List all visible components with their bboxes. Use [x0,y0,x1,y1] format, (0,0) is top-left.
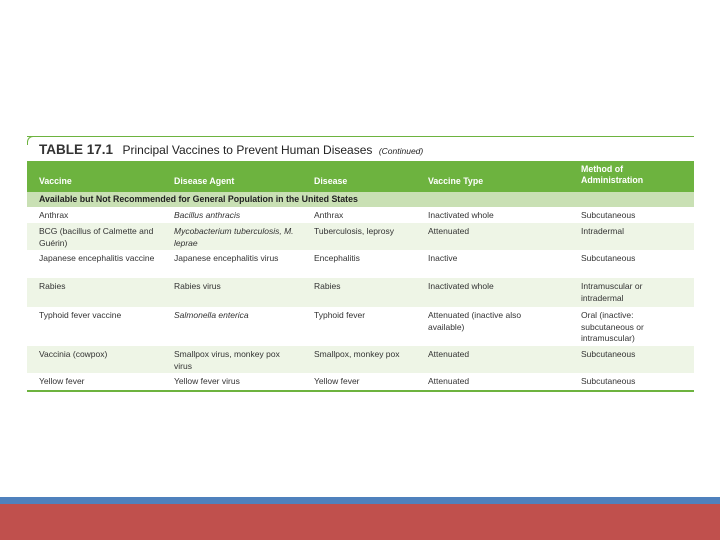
cell-vaccine: Typhoid fever vaccine [39,310,122,320]
section-label: Available but Not Recommended for General Population in the United States [39,194,358,204]
cell-vaccine: Anthrax [39,210,69,220]
cell-method: Intramuscular or intradermal [581,281,643,303]
table-row [27,250,694,278]
table-header [27,161,694,192]
header-method-line1: Method of [581,164,624,174]
cell-disease: Rabies [314,281,341,291]
table-corner [27,136,36,145]
table-row [27,307,694,346]
cell-disease: Tuberculosis, leprosy [314,226,394,236]
table-number: TABLE 17.1 [39,142,114,157]
header-vaccine: Vaccine [39,176,72,186]
bottom-rule [27,390,694,392]
cell-disease: Anthrax [314,210,344,220]
cell-disease: Encephalitis [314,253,360,263]
cell-vaccine: Vaccinia (cowpox) [39,349,108,359]
cell-agent: Yellow fever virus [174,376,240,386]
header-method-line2: Administration [581,175,644,185]
table-row [27,223,694,250]
table-title [39,141,423,161]
cell-type: Attenuated (inactive also available) [428,310,522,332]
cell-vaccine: Rabies [39,281,66,291]
top-rule [27,136,694,137]
header-disease: Disease [314,176,348,186]
cell-type: Inactivated whole [428,281,494,291]
cell-type: Attenuated [428,376,470,386]
cell-agent: Smallpox virus, monkey pox virus [174,349,280,371]
header-method [581,164,643,186]
cell-agent: Rabies virus [174,281,221,291]
cell-type: Inactive [428,253,458,263]
cell-agent: Bacillus anthracis [174,210,241,220]
cell-vaccine: Yellow fever [39,376,85,386]
cell-agent: Salmonella enterica [174,310,249,320]
table-row [27,346,694,373]
cell-type: Inactivated whole [428,210,494,220]
header-vaccine-type: Vaccine Type [428,176,484,186]
footer-band-blue [0,497,720,504]
footer-band-red [0,504,720,540]
cell-method: Subcutaneous [581,210,636,220]
cell-disease: Yellow fever [314,376,360,386]
table-row [27,278,694,307]
cell-method: Subcutaneous [581,253,636,263]
cell-vaccine: Japanese encephalitis vaccine [39,253,155,263]
cell-disease: Smallpox, monkey pox [314,349,400,359]
cell-vaccine: BCG (bacillus of Calmette and Guérin) [39,226,154,248]
section-row [27,192,694,207]
cell-method: Subcutaneous [581,349,636,359]
cell-type: Attenuated [428,349,470,359]
table-row [27,373,694,390]
cell-agent: Japanese encephalitis virus [174,253,279,263]
cell-method: Intradermal [581,226,624,236]
cell-disease: Typhoid fever [314,310,366,320]
cell-type: Attenuated [428,226,470,236]
table-row [27,207,694,223]
header-disease-agent: Disease Agent [174,176,235,186]
cell-method: Oral (inactive: subcutaneous or intramuscular) [581,310,644,343]
table-continued: (Continued) [378,146,424,156]
cell-agent: Mycobacterium tuberculosis, M. leprae [174,226,294,248]
table-title-text: Principal Vaccines to Prevent Human Diseases [122,143,373,157]
cell-method: Subcutaneous [581,376,636,386]
